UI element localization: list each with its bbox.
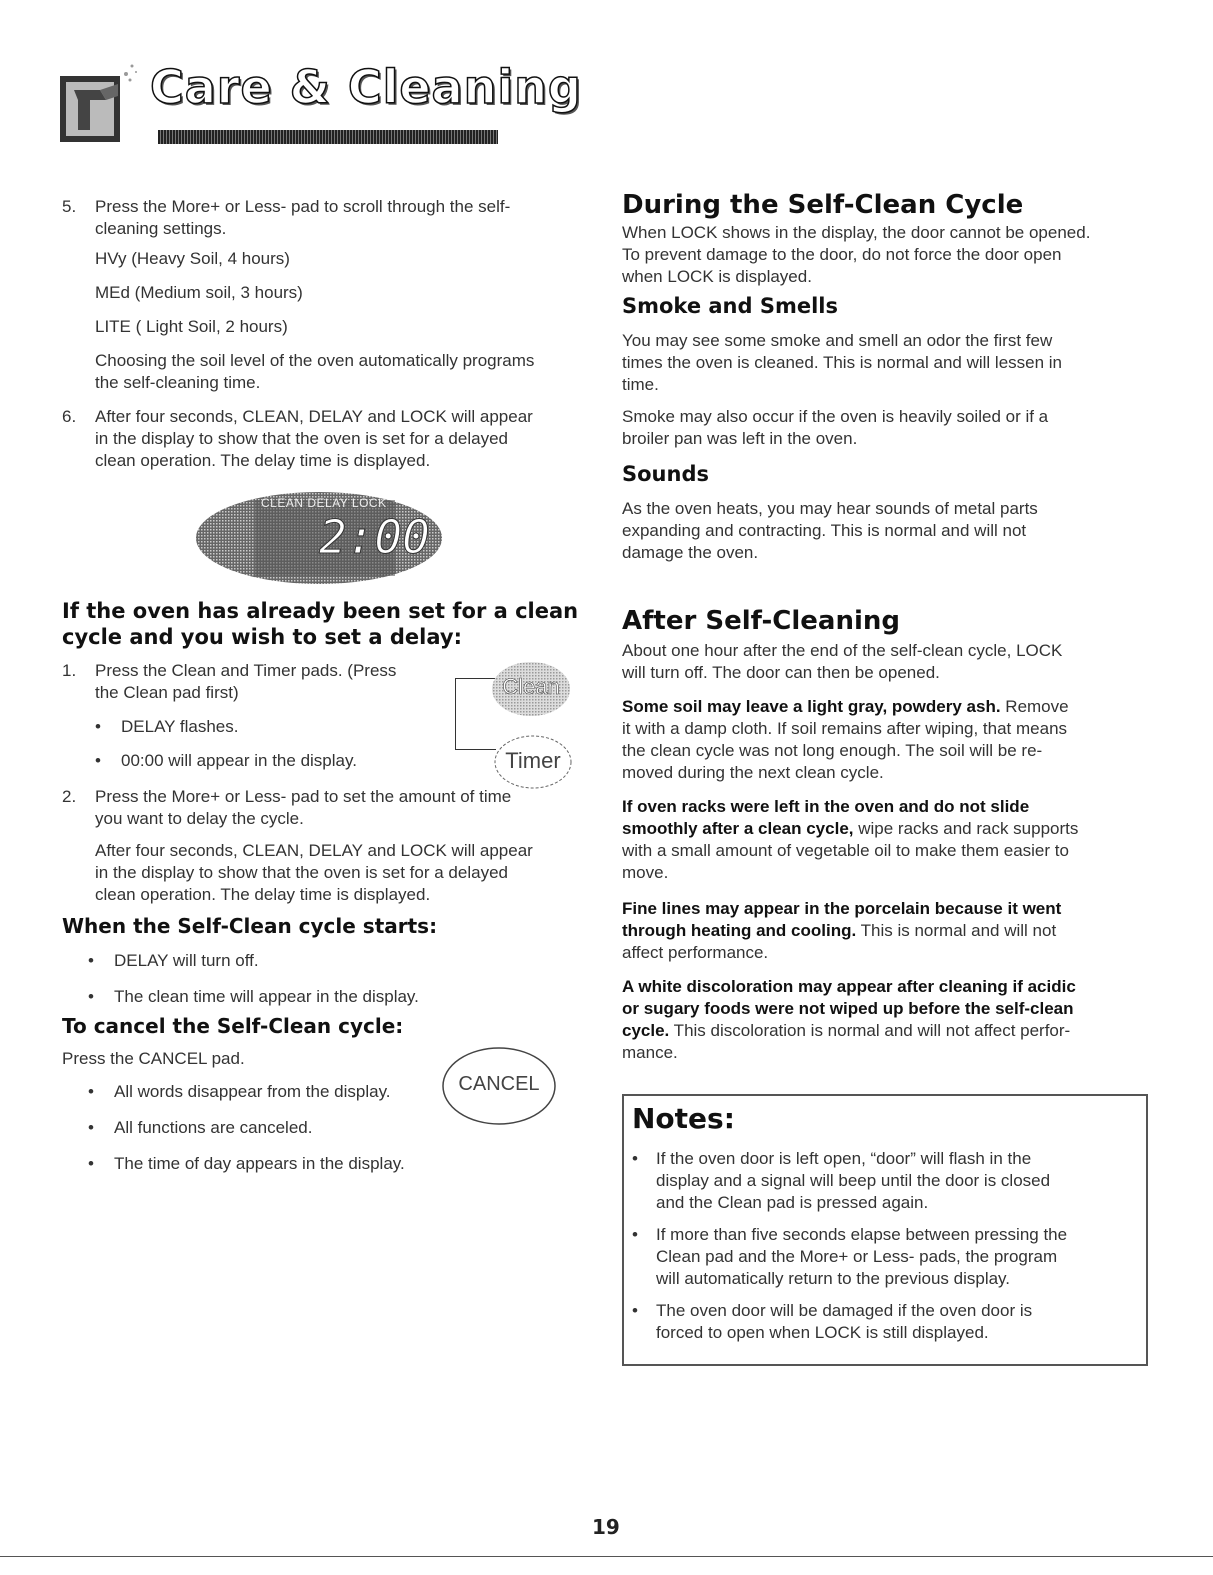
list-item-text: All functions are canceled. bbox=[114, 1118, 313, 1137]
soil-setting-heavy: HVy (Heavy Soil, 4 hours) bbox=[95, 249, 290, 268]
text-line: will turn off. The door can then be opened. bbox=[622, 663, 940, 682]
text-line: damage the oven. bbox=[622, 543, 759, 562]
section-heading-starts: When the Self-Clean cycle starts: bbox=[62, 914, 438, 938]
bold-lead: cycle. bbox=[622, 1021, 670, 1040]
text-line: The oven door will be damaged if the oven door is bbox=[656, 1301, 1033, 1320]
cancel-pad-button[interactable] bbox=[440, 1045, 558, 1127]
bottom-rule bbox=[0, 1556, 1213, 1557]
text-line: About one hour after the end of the self-clean cycle, LOCK bbox=[622, 641, 1063, 660]
bullet: • bbox=[88, 987, 94, 1006]
text-line: move. bbox=[622, 863, 669, 882]
step-5 bbox=[62, 196, 592, 394]
text-line: Press the Clean and Timer pads. (Press bbox=[95, 661, 397, 680]
text-line: the clean cycle was not long enough. The soil will be re- bbox=[622, 741, 1043, 760]
text-line: cleaning settings. bbox=[95, 219, 227, 238]
soil-setting-light: LITE ( Light Soil, 2 hours) bbox=[95, 317, 288, 336]
text-line: you want to delay the cycle. bbox=[95, 809, 304, 828]
heading-line: If the oven has already been set for a clean bbox=[62, 599, 579, 623]
text-line: When LOCK shows in the display, the door cannot be opened. bbox=[622, 223, 1091, 242]
bullet: • bbox=[632, 1225, 638, 1244]
text-line: will automatically return to the previous display. bbox=[656, 1269, 1011, 1288]
text-line: Choosing the soil level of the oven automatically programs bbox=[95, 351, 535, 370]
page-number: 19 bbox=[592, 1515, 620, 1539]
bullet: • bbox=[95, 717, 101, 736]
bold-lead: smoothly after a clean cycle, bbox=[622, 819, 854, 838]
clean-pad-button[interactable] bbox=[490, 660, 572, 718]
bold-lead: A white discoloration may appear after cleaning if acidic bbox=[622, 977, 1076, 996]
bullet: • bbox=[632, 1149, 638, 1168]
smoke-paragraph bbox=[622, 330, 1162, 450]
text-line: clean operation. The delay time is displayed. bbox=[95, 451, 431, 470]
bold-lead: Fine lines may appear in the porcelain because it went bbox=[622, 899, 1062, 918]
text-line: Press the More+ or Less- pad to scroll through the self- bbox=[95, 197, 511, 216]
text-line: If more than five seconds elapse between pressing the bbox=[656, 1225, 1068, 1244]
bullet: • bbox=[632, 1301, 638, 1320]
list-item-text: The clean time will appear in the display. bbox=[114, 987, 419, 1006]
list-item-text: 00:00 will appear in the display. bbox=[121, 751, 357, 770]
bold-lead: Some soil may leave a light gray, powdery ash. bbox=[622, 697, 1001, 716]
text-line: time. bbox=[622, 375, 659, 394]
section-heading-delay bbox=[62, 598, 578, 650]
cancel-instruction: Press the CANCEL pad. bbox=[62, 1049, 245, 1068]
list-item bbox=[95, 716, 482, 738]
list-item bbox=[95, 750, 482, 772]
step-number: 2. bbox=[62, 787, 77, 806]
notes-title: Notes: bbox=[632, 1102, 735, 1135]
text-line: mance. bbox=[622, 1043, 678, 1062]
text-line: After four seconds, CLEAN, DELAY and LOCK will appear bbox=[95, 407, 533, 426]
section-heading-smoke: Smoke and Smells bbox=[622, 294, 838, 318]
display-time: 2:00 bbox=[319, 510, 430, 564]
timer-pad-button[interactable] bbox=[492, 733, 574, 791]
text-run: This is normal and will not bbox=[856, 921, 1057, 940]
notes-box bbox=[622, 1094, 1148, 1366]
text-run: wipe racks and rack supports bbox=[853, 819, 1079, 838]
text-line: forced to open when LOCK is still displayed. bbox=[656, 1323, 989, 1342]
clean-pad-label: Clean bbox=[502, 674, 560, 699]
soil-setting-medium: MEd (Medium soil, 3 hours) bbox=[95, 283, 303, 302]
text-line: in the display to show that the oven is set for a delayed bbox=[95, 429, 508, 448]
list-item bbox=[88, 1117, 468, 1139]
text-line: times the oven is cleaned. This is normal and will lessen in bbox=[622, 353, 1063, 372]
bullet: • bbox=[88, 1082, 94, 1101]
text-line: After four seconds, CLEAN, DELAY and LOCK will appear bbox=[95, 841, 533, 860]
bullet: • bbox=[88, 1118, 94, 1137]
text-line: Smoke may also occur if the oven is heavily soiled or if a bbox=[622, 407, 1049, 426]
step-number: 5. bbox=[62, 197, 77, 216]
bullet: • bbox=[88, 1154, 94, 1173]
step-6 bbox=[62, 406, 592, 472]
list-item bbox=[632, 1148, 1132, 1214]
list-item bbox=[88, 950, 568, 972]
text-line: when LOCK is displayed. bbox=[622, 267, 812, 286]
step-number: 6. bbox=[62, 407, 77, 426]
text-line: Press the More+ or Less- pad to set the amount of time bbox=[95, 787, 512, 806]
cancel-list bbox=[88, 1081, 468, 1175]
text-line: clean operation. The delay time is displayed. bbox=[95, 885, 431, 904]
text-line: it with a damp cloth. If soil remains after wiping, that means bbox=[622, 719, 1068, 738]
text-line: As the oven heats, you may hear sounds of metal parts bbox=[622, 499, 1038, 518]
bold-lead: through heating and cooling. bbox=[622, 921, 857, 940]
bold-lead: If oven racks were left in the oven and do not slide bbox=[622, 797, 1030, 816]
text-line: If the oven door is left open, “door” will flash in the bbox=[656, 1149, 1032, 1168]
text-line: in the display to show that the oven is set for a delayed bbox=[95, 863, 508, 882]
list-item-text: The time of day appears in the display. bbox=[114, 1154, 405, 1173]
text-line: moved during the next clean cycle. bbox=[622, 763, 884, 782]
list-item bbox=[632, 1300, 1132, 1344]
section-heading-after: After Self-Cleaning bbox=[622, 606, 901, 636]
list-item-text: DELAY will turn off. bbox=[114, 951, 259, 970]
list-item bbox=[88, 986, 568, 1008]
text-line: You may see some smoke and smell an odor the first few bbox=[622, 331, 1053, 350]
after-paragraph bbox=[622, 640, 1162, 684]
text-line: To prevent damage to the door, do not force the door open bbox=[622, 245, 1062, 264]
text-line: Clean pad and the More+ or Less- pads, the program bbox=[656, 1247, 1058, 1266]
delay-step-2 bbox=[62, 786, 592, 906]
bullet: • bbox=[95, 751, 101, 770]
text-line: the self-cleaning time. bbox=[95, 373, 261, 392]
text-run: Remove bbox=[1000, 697, 1069, 716]
heading-line: cycle and you wish to set a delay: bbox=[62, 625, 462, 649]
oven-display bbox=[195, 490, 443, 586]
timer-pad-label: Timer bbox=[505, 748, 561, 773]
section-heading-sounds: Sounds bbox=[622, 462, 709, 486]
bullet: • bbox=[88, 951, 94, 970]
racks-paragraph bbox=[622, 796, 1162, 884]
sounds-paragraph bbox=[622, 498, 1162, 564]
page-title: Care & Cleaning bbox=[150, 60, 582, 114]
discoloration-paragraph bbox=[622, 976, 1162, 1064]
text-line: expanding and contracting. This is normal and will not bbox=[622, 521, 1027, 540]
text-run: This discoloration is normal and will not affect perfor- bbox=[669, 1021, 1071, 1040]
list-item-text: All words disappear from the display. bbox=[114, 1082, 391, 1101]
fine-lines-paragraph bbox=[622, 898, 1162, 964]
section-heading-cancel: To cancel the Self-Clean cycle: bbox=[62, 1014, 404, 1038]
notes-list bbox=[632, 1148, 1132, 1344]
text-line: with a small amount of vegetable oil to make them easier to bbox=[622, 841, 1069, 860]
list-item bbox=[632, 1224, 1132, 1290]
bold-lead: or sugary foods were not wiped up before the self-clean bbox=[622, 999, 1074, 1018]
ash-paragraph bbox=[622, 696, 1162, 784]
list-item bbox=[88, 1081, 468, 1103]
spray-bottle-icon bbox=[60, 56, 140, 144]
starts-list bbox=[88, 950, 568, 1008]
text-line: broiler pan was left in the oven. bbox=[622, 429, 858, 448]
list-item bbox=[88, 1153, 468, 1175]
delay-step-1 bbox=[62, 660, 482, 772]
title-underline bbox=[158, 130, 498, 144]
text-line: affect performance. bbox=[622, 943, 769, 962]
display-indicators: CLEAN DELAY LOCK bbox=[261, 496, 387, 510]
text-line: the Clean pad first) bbox=[95, 683, 239, 702]
step-number: 1. bbox=[62, 661, 77, 680]
list-item-text: DELAY flashes. bbox=[121, 717, 239, 736]
text-line: and the Clean pad is pressed again. bbox=[656, 1193, 929, 1212]
text-line: display and a signal will beep until the door is closed bbox=[656, 1171, 1051, 1190]
cancel-pad-label: CANCEL bbox=[458, 1073, 540, 1095]
section-heading-during: During the Self-Clean Cycle bbox=[622, 190, 1024, 220]
during-paragraph bbox=[622, 222, 1162, 288]
